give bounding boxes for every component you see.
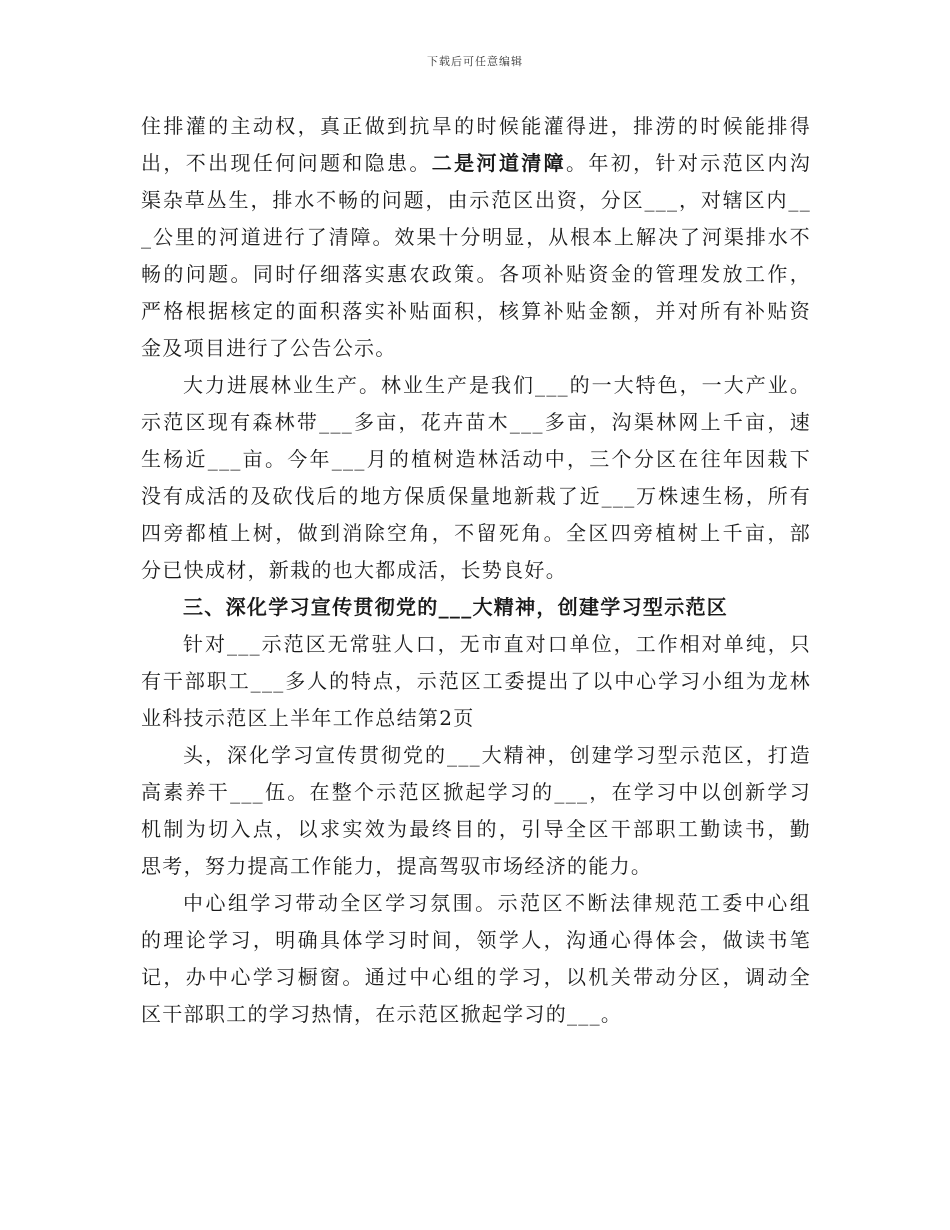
- text-line: _公里的河道进行了清障。效果十分明显，从根本上解决了河渠排水不: [141, 225, 811, 249]
- text-line: 的理论学习，明确具体学习时间，领学人，沟通心得体会，做读书笔: [141, 928, 811, 952]
- text-line: 针对___示范区无常驻人口，无市直对口单位，工作相对单纯，只: [183, 632, 811, 656]
- text-line: 畅的问题。同时仔细落实惠农政策。各项补贴资金的管理发放工作，: [141, 262, 811, 286]
- page-header: 下载后可任意编辑: [427, 55, 523, 68]
- text-line: 四旁都植上树，做到消除空角，不留死角。全区四旁植树上千亩，部: [141, 521, 811, 545]
- text-line: 机制为切入点，以求实效为最终目的，引导全区干部职工勤读书，勤: [141, 817, 811, 841]
- text-line: 分已快成材，新栽的也大都成活，长势良好。: [141, 558, 567, 582]
- text-line: 渠杂草丛生，排水不畅的问题，由示范区出资，分区___，对辖区内__: [141, 188, 811, 212]
- text-line: 住排灌的主动权，真正做到抗旱的时候能灌得进，排涝的时候能排得: [141, 114, 811, 138]
- paragraph-irrigation: [141, 108, 811, 367]
- text-line: 区干部职工的学习热情，在示范区掀起学习的___。: [141, 1002, 623, 1026]
- paragraph-central-group: [141, 885, 811, 1033]
- paragraph-study-spirit: [141, 737, 811, 885]
- text-span: 出，不出现任何问题和隐患。: [141, 151, 432, 175]
- bold-phrase-river-clearing: 二是河道清障: [431, 151, 567, 175]
- text-line: 高素养干___伍。在整个示范区掀起学习的___，在学习中以创新学习: [141, 780, 811, 804]
- text-line: 大力进展林业生产。林业生产是我们___的一大特色，一大产业。: [183, 373, 811, 397]
- text-line: 记，办中心学习橱窗。通过中心组的学习，以机关带动分区，调动全: [141, 965, 811, 989]
- text-line: 金及项目进行了公告公示。: [141, 336, 397, 360]
- text-line: 中心组学习带动全区学习氛围。示范区不断法律规范工委中心组: [183, 891, 811, 915]
- text-line: 示范区现有森林带___多亩，花卉苗木___多亩，沟渠林网上千亩，速: [141, 410, 811, 434]
- text-line: 业科技示范区上半年工作总结第2页: [141, 706, 475, 730]
- text-span: 。年初，针对示范区内沟: [566, 151, 811, 175]
- text-line: 严格根据核定的面积落实补贴面积，核算补贴金额，并对所有补贴资: [141, 299, 811, 323]
- document-body: [141, 108, 811, 1033]
- text-line: 头，深化学习宣传贯彻党的___大精神，创建学习型示范区，打造: [183, 743, 811, 767]
- text-line: 思考，努力提高工作能力，提高驾驭市场经济的能力。: [141, 854, 653, 878]
- paragraph-forestry: [141, 367, 811, 589]
- paragraph-staff: [141, 626, 811, 737]
- text-line: 有干部职工___多人的特点，示范区工委提出了以中心学习小组为龙林: [141, 669, 811, 693]
- text-line: [141, 145, 811, 182]
- text-line: 生杨近___亩。今年___月的植树造林活动中，三个分区在往年因栽下: [141, 447, 811, 471]
- text-line: 没有成活的及砍伐后的地方保质保量地新栽了近___万株速生杨，所有: [141, 484, 811, 508]
- section-heading-three: 三、深化学习宣传贯彻党的___大精神，创建学习型示范区: [183, 595, 729, 619]
